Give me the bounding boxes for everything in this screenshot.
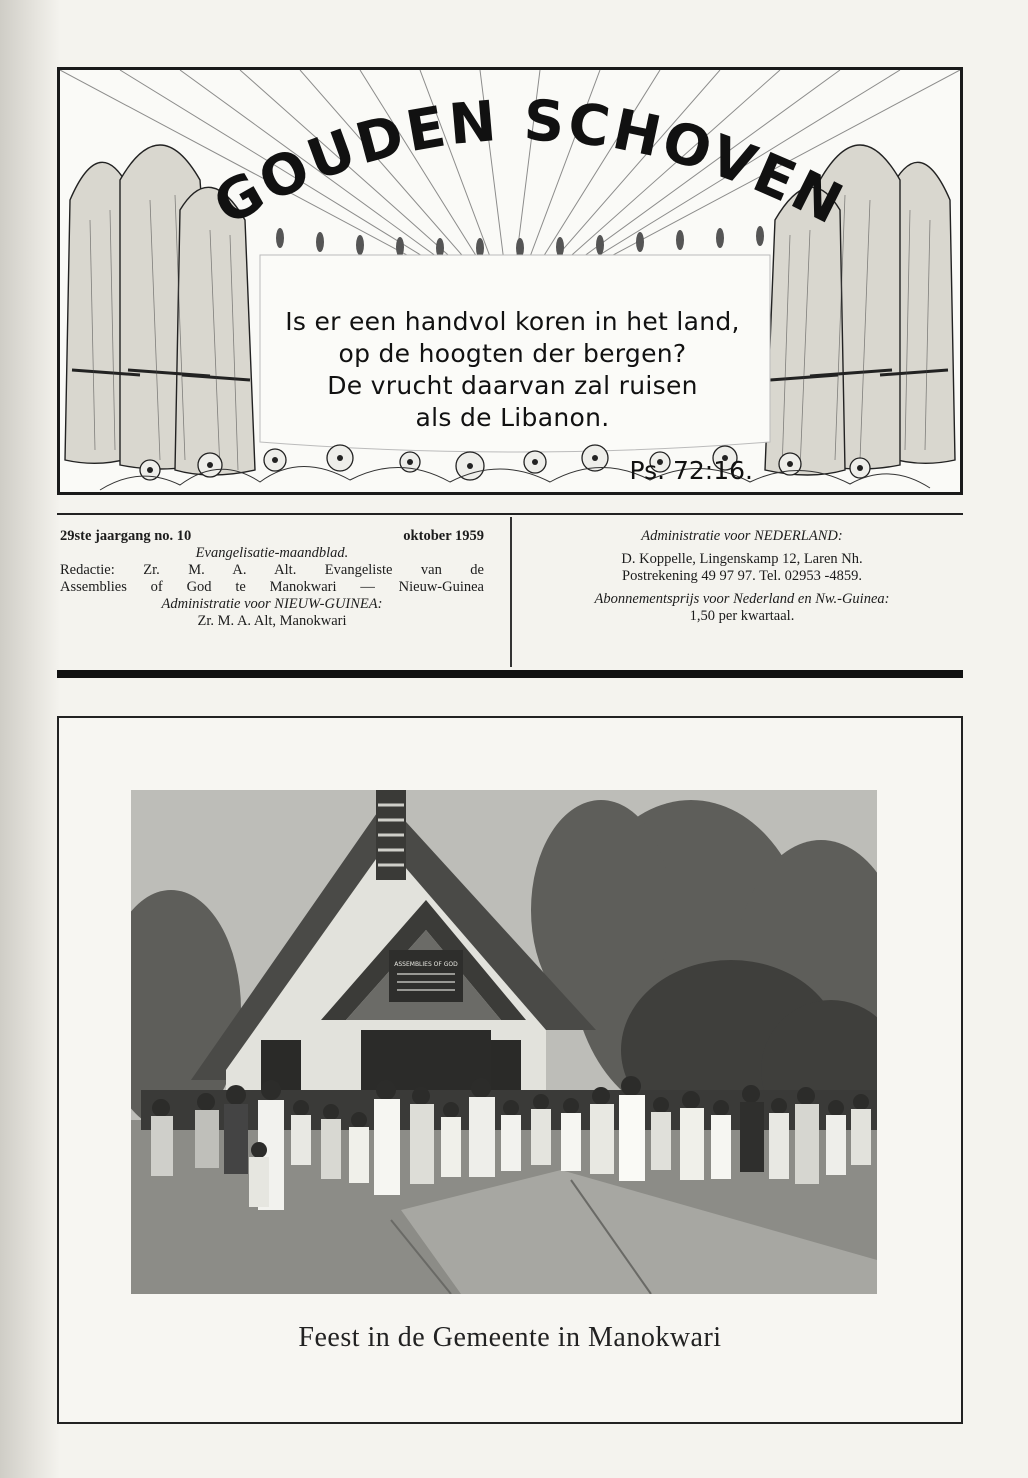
- masthead-verse: [260, 306, 765, 495]
- masthead: [57, 67, 963, 495]
- publication-subtitle: Evangelisatie-maandblad.: [195, 545, 349, 561]
- masthead-title: GOUDEN SCHOVEN: [203, 88, 855, 239]
- photo-caption: Feest in de Gemeente in Manokwari: [298, 1322, 722, 1353]
- bottom-rule: [57, 670, 963, 678]
- issue-date: oktober 1959: [403, 528, 484, 544]
- verse-line: op de hoogten der bergen?: [338, 339, 687, 368]
- editor-line: Redactie: Zr. M. A. Alt. Evangeliste van de: [60, 562, 484, 578]
- photo-panel: [57, 716, 963, 1424]
- administration-info: [522, 528, 962, 625]
- church-photo-illustration: [131, 790, 877, 1294]
- subscription-price: 1,50 per kwartaal.: [689, 608, 795, 624]
- paper-edge-shadow: [0, 0, 60, 1478]
- volume-number: 29ste jaargang no. 10: [60, 528, 192, 544]
- church-sign-text: ASSEMBLIES OF GOD: [394, 961, 458, 968]
- publication-info: [60, 528, 484, 630]
- church-photo: [131, 790, 877, 1294]
- svg-text:GOUDEN SCHOVEN: [203, 89, 855, 239]
- admin-address: D. Koppelle, Lingenskamp 12, Laren Nh.: [621, 551, 863, 567]
- admin-name-new-guinea: Zr. M. A. Alt, Manokwari: [197, 613, 347, 629]
- subscription-label: Abonnementsprijs voor Nederland en Nw.-Guinea:: [594, 591, 890, 607]
- admin-label-new-guinea: Administratie voor NIEUW-GUINEA:: [161, 596, 383, 612]
- editor-line: Assemblies of God te Manokwari — Nieuw-Guinea: [60, 579, 484, 595]
- admin-postal: Postrekening 49 97 97. Tel. 02953 -4859.: [622, 568, 862, 584]
- column-divider: [510, 517, 512, 667]
- top-rule: [57, 513, 963, 515]
- verse-line: De vrucht daarvan zal ruisen: [327, 371, 698, 400]
- masthead-title-arc: [60, 70, 960, 300]
- verse-reference: Ps. 72:16.: [629, 456, 753, 485]
- issue-row: [60, 528, 484, 545]
- verse-line: als de Libanon.: [415, 403, 610, 432]
- verse-line: Is er een handvol koren in het land,: [285, 307, 740, 336]
- admin-label-netherlands: Administratie voor NEDERLAND:: [641, 528, 843, 544]
